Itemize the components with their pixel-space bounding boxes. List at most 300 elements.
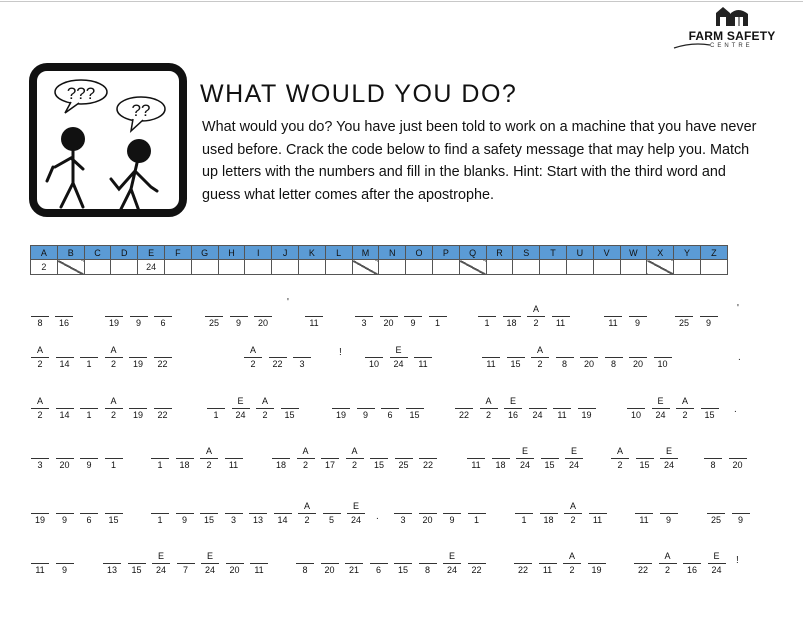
cipher-blank[interactable] [467, 501, 487, 533]
cipher-blank[interactable] [728, 446, 748, 478]
cipher-blank[interactable] [588, 501, 608, 533]
cipher-blank[interactable] [634, 501, 654, 533]
blank-line [654, 357, 672, 358]
intro-paragraph: What would you do? You have just been told to work on a machine that you have never used before. Crack the code below to find a safety message that may help you. Match up letters with the numbers and fill in the blanks. Hint: Start with the third word and guess what letter comes after the apostrophe. [202, 119, 757, 203]
revealed-letter: E [157, 551, 164, 561]
code-number: 2 [682, 410, 688, 420]
cipher-blank[interactable] [528, 396, 548, 428]
blank-line [406, 408, 424, 409]
code-number: 1 [110, 460, 116, 470]
cipher-blank[interactable] [706, 501, 726, 533]
code-number: 22 [471, 565, 482, 575]
code-number: 19 [581, 410, 592, 420]
code-number: 13 [252, 515, 263, 525]
code-number: 9 [61, 515, 67, 525]
cipher-blank[interactable] [153, 345, 173, 377]
blank-line [675, 316, 693, 317]
code-number: 1 [434, 318, 440, 328]
blank-line [467, 458, 485, 459]
cipher-blank[interactable] [491, 446, 511, 478]
code-number: 6 [387, 410, 393, 420]
cipher-blank[interactable] [682, 551, 702, 583]
blank-line [201, 563, 219, 564]
cipher-blank[interactable] [30, 304, 50, 336]
cipher-blank[interactable] [79, 501, 99, 533]
code-number: 9 [181, 515, 187, 525]
cipher-blank[interactable] [322, 501, 342, 533]
blank-line [540, 513, 558, 514]
key-letter-e: E [138, 246, 165, 260]
blank-line [31, 357, 49, 358]
cipher-blank[interactable] [526, 304, 546, 336]
blank-line [154, 357, 172, 358]
cipher-blank[interactable] [55, 396, 75, 428]
cipher-blank[interactable] [79, 446, 99, 478]
blank-line [605, 357, 623, 358]
code-number: 3 [299, 359, 305, 369]
cipher-blank[interactable] [248, 501, 268, 533]
code-number: 15 [108, 515, 119, 525]
cipher-blank[interactable] [104, 446, 124, 478]
blank-line [105, 513, 123, 514]
cipher-blank[interactable] [577, 396, 597, 428]
cipher-blank[interactable] [175, 446, 195, 478]
key-letter-y: Y [674, 246, 701, 260]
key-letter-x: X [647, 246, 674, 260]
blank-line [729, 458, 747, 459]
cipher-blank[interactable] [610, 446, 630, 478]
cipher-blank[interactable] [104, 396, 124, 428]
blank-line [414, 357, 432, 358]
cipher-blank[interactable] [253, 304, 273, 336]
code-number: 8 [424, 565, 430, 575]
cipher-blank[interactable] [55, 345, 75, 377]
cipher-blank[interactable] [176, 551, 196, 583]
cipher-blank[interactable] [297, 501, 317, 533]
cipher-blank[interactable] [79, 396, 99, 428]
code-number: 10 [368, 359, 379, 369]
blank-line [269, 357, 287, 358]
blank-line [105, 357, 123, 358]
revealed-letter: E [713, 551, 720, 561]
blank-line [629, 357, 647, 358]
cipher-blank[interactable] [346, 501, 366, 533]
cipher-blank[interactable] [515, 446, 535, 478]
cipher-blank[interactable] [658, 551, 678, 583]
code-number: 9 [86, 460, 92, 470]
code-number: 24 [155, 565, 166, 575]
key-letter-q: Q [459, 246, 486, 260]
cipher-blank[interactable] [555, 345, 575, 377]
code-number: 2 [533, 318, 539, 328]
code-number: 15 [203, 515, 214, 525]
cipher-blank[interactable] [428, 304, 448, 336]
revealed-letter: A [249, 345, 256, 355]
cipher-blank[interactable] [128, 345, 148, 377]
blank-line [704, 458, 722, 459]
code-number: 9 [235, 318, 241, 328]
cipher-blank[interactable] [454, 396, 474, 428]
cipher-blank[interactable] [628, 345, 648, 377]
cipher-blank[interactable] [369, 551, 389, 583]
blank-line [128, 563, 146, 564]
blank-line [274, 513, 292, 514]
blank-line [130, 316, 148, 317]
cipher-blank[interactable] [30, 446, 50, 478]
cipher-blank[interactable] [104, 304, 124, 336]
cipher-blank[interactable] [175, 501, 195, 533]
code-number: 6 [86, 515, 92, 525]
revealed-letter: A [569, 501, 576, 511]
cipher-blank[interactable] [603, 304, 623, 336]
code-number: 10 [630, 410, 641, 420]
code-number: 2 [304, 515, 310, 525]
blank-line [588, 563, 606, 564]
cipher-punctuation: . [738, 352, 741, 363]
cipher-blank[interactable] [296, 446, 316, 478]
blank-line [652, 408, 670, 409]
code-number: 1 [157, 515, 163, 525]
cipher-blank[interactable] [55, 551, 75, 583]
cipher-blank[interactable] [379, 304, 399, 336]
code-number: 9 [410, 318, 416, 328]
code-number: 1 [521, 515, 527, 525]
cipher-blank[interactable] [503, 396, 523, 428]
cipher-blank[interactable] [354, 304, 374, 336]
cipher-blank[interactable] [506, 345, 526, 377]
blank-line [151, 513, 169, 514]
cipher-punctuation: . [376, 511, 379, 522]
cipher-blank[interactable] [30, 551, 50, 583]
cipher-blank[interactable] [393, 551, 413, 583]
blank-line [527, 316, 545, 317]
cipher-blank[interactable] [731, 501, 751, 533]
blank-line [455, 408, 473, 409]
code-number: 3 [400, 515, 406, 525]
cipher-blank[interactable] [466, 446, 486, 478]
cipher-blank[interactable] [393, 501, 413, 533]
cipher-blank[interactable] [626, 396, 646, 428]
blank-line [31, 316, 49, 317]
cipher-blank[interactable] [151, 551, 171, 583]
cipher-blank[interactable] [224, 501, 244, 533]
cipher-blank[interactable] [268, 345, 288, 377]
cipher-blank[interactable] [653, 345, 673, 377]
cipher-blank[interactable] [331, 396, 351, 428]
cipher-blank[interactable] [403, 304, 423, 336]
blank-line [244, 357, 262, 358]
page-title: WHAT WOULD YOU DO? [200, 80, 518, 108]
blank-line [80, 357, 98, 358]
cipher-blank[interactable] [30, 396, 50, 428]
cipher-blank[interactable] [502, 304, 522, 336]
key-letter-p: P [432, 246, 459, 260]
cipher-blank[interactable] [30, 501, 50, 533]
cipher-blank[interactable] [204, 304, 224, 336]
cipher-blank[interactable] [320, 551, 340, 583]
revealed-letter: A [110, 345, 117, 355]
cipher-blank[interactable] [587, 551, 607, 583]
cipher-blank[interactable] [659, 501, 679, 533]
blank-line [31, 408, 49, 409]
blank-line [611, 458, 629, 459]
blank-line [226, 563, 244, 564]
cipher-blank[interactable] [674, 304, 694, 336]
cipher-blank[interactable] [280, 396, 300, 428]
cipher-blank[interactable] [628, 304, 648, 336]
code-number: 25 [710, 515, 721, 525]
code-number: 25 [208, 318, 219, 328]
cipher-blank[interactable] [345, 446, 365, 478]
cipher-blank[interactable] [356, 396, 376, 428]
code-number: 11 [639, 515, 649, 525]
code-number: 22 [157, 410, 168, 420]
cipher-blank[interactable] [551, 304, 571, 336]
code-number: 18 [506, 318, 517, 328]
cipher-blank[interactable] [199, 446, 219, 478]
blank-line [105, 316, 123, 317]
code-number: 22 [517, 565, 528, 575]
cipher-blank[interactable] [442, 501, 462, 533]
blank-line [357, 408, 375, 409]
code-number: 15 [544, 460, 555, 470]
key-letter-o: O [406, 246, 433, 260]
key-letter-g: G [191, 246, 218, 260]
cipher-blank[interactable] [128, 396, 148, 428]
code-number: 14 [59, 410, 70, 420]
cipher-blank[interactable] [633, 551, 653, 583]
revealed-letter: A [664, 551, 671, 561]
revealed-letter: A [36, 345, 43, 355]
cipher-blank[interactable] [30, 345, 50, 377]
code-number: 13 [106, 565, 117, 575]
cipher-blank[interactable] [514, 501, 534, 533]
cipher-blank[interactable] [703, 446, 723, 478]
cipher-blank[interactable] [651, 396, 671, 428]
code-number: 11 [555, 318, 566, 328]
blank-line [676, 408, 694, 409]
cipher-blank[interactable] [295, 551, 315, 583]
blank-line [683, 563, 701, 564]
cipher-blank[interactable] [104, 345, 124, 377]
cipher-blank[interactable] [153, 304, 173, 336]
cipher-blank[interactable] [513, 551, 533, 583]
blank-line [701, 408, 719, 409]
code-number: 10 [657, 359, 668, 369]
blank-line [250, 563, 268, 564]
cipher-blank[interactable] [231, 396, 251, 428]
code-number: 19 [132, 410, 143, 420]
cipher-blank[interactable] [150, 446, 170, 478]
cipher-blank[interactable] [224, 446, 244, 478]
cipher-blank[interactable] [394, 446, 414, 478]
blank-line [635, 513, 653, 514]
code-number: 24 [663, 460, 674, 470]
cipher-blank[interactable] [413, 345, 433, 377]
key-letter-z: Z [700, 246, 727, 260]
cipher-blank[interactable] [369, 446, 389, 478]
cipher-blank[interactable] [418, 446, 438, 478]
code-number: 19 [108, 318, 119, 328]
cipher-blank[interactable] [200, 551, 220, 583]
code-number: 2 [206, 460, 212, 470]
blank-line [395, 458, 413, 459]
cipher-blank[interactable] [55, 501, 75, 533]
blank-line [629, 316, 647, 317]
blank-line [347, 513, 365, 514]
code-number: 8 [561, 359, 567, 369]
cipher-blank[interactable] [467, 551, 487, 583]
blank-line [56, 458, 74, 459]
cipher-blank[interactable] [255, 396, 275, 428]
cipher-blank[interactable] [405, 396, 425, 428]
cipher-blank[interactable] [477, 304, 497, 336]
cipher-blank[interactable] [153, 396, 173, 428]
revealed-letter: E [448, 551, 455, 561]
cipher-blank[interactable] [604, 345, 624, 377]
cipher-blank[interactable] [675, 396, 695, 428]
code-number: 2 [570, 515, 576, 525]
revealed-letter: E [570, 446, 577, 456]
cipher-blank[interactable] [249, 551, 269, 583]
code-number: 20 [632, 359, 643, 369]
blank-line [297, 458, 315, 459]
cipher-blank[interactable] [104, 501, 124, 533]
cipher-blank[interactable] [563, 501, 583, 533]
code-number: 18 [495, 460, 506, 470]
code-number: 2 [569, 565, 575, 575]
cipher-blank[interactable] [150, 501, 170, 533]
code-number: 22 [272, 359, 283, 369]
cipher-blank[interactable] [273, 501, 293, 533]
code-number: 2 [37, 410, 43, 420]
cipher-blank[interactable] [699, 304, 719, 336]
code-number: 3 [361, 318, 367, 328]
code-number: 25 [398, 460, 409, 470]
cipher-blank[interactable] [320, 446, 340, 478]
cipher-blank[interactable] [659, 446, 679, 478]
cipher-blank[interactable] [129, 304, 149, 336]
code-number: 20 [583, 359, 594, 369]
blank-line [256, 408, 274, 409]
cipher-blank[interactable] [539, 501, 559, 533]
code-number: 20 [324, 565, 335, 575]
blank-line [539, 563, 557, 564]
cipher-blank[interactable] [79, 345, 99, 377]
code-number: 9 [135, 318, 141, 328]
blank-line [272, 458, 290, 459]
cipher-blank[interactable] [229, 304, 249, 336]
cipher-blank[interactable] [389, 345, 409, 377]
key-code-e[interactable]: 24 [138, 260, 165, 275]
blank-line [503, 316, 521, 317]
cipher-blank[interactable] [206, 396, 226, 428]
revealed-letter: A [303, 501, 310, 511]
cipher-blank[interactable] [55, 446, 75, 478]
blank-line [56, 357, 74, 358]
cipher-blank[interactable] [380, 396, 400, 428]
code-number: 2 [250, 359, 256, 369]
code-number: 16 [58, 318, 69, 328]
code-number: 11 [471, 460, 481, 470]
blank-line [230, 316, 248, 317]
cipher-blank[interactable] [225, 551, 245, 583]
code-number: 24 [655, 410, 666, 420]
code-number: 17 [324, 460, 335, 470]
cipher-blank[interactable] [481, 345, 501, 377]
code-number: 19 [132, 359, 143, 369]
blank-line [31, 458, 49, 459]
cipher-blank[interactable] [292, 345, 312, 377]
cipher-blank[interactable] [102, 551, 122, 583]
key-code-a[interactable]: 2 [31, 260, 58, 275]
cipher-blank[interactable] [700, 396, 720, 428]
cipher-blank[interactable] [54, 304, 74, 336]
key-letter-u: U [566, 246, 593, 260]
blank-line [390, 357, 408, 358]
code-number: 24 [235, 410, 246, 420]
blank-line [404, 316, 422, 317]
cipher-blank[interactable] [538, 551, 558, 583]
code-number: 18 [179, 460, 190, 470]
blank-line [578, 408, 596, 409]
cipher-blank[interactable] [562, 551, 582, 583]
code-number: 19 [591, 565, 602, 575]
blank-line [176, 513, 194, 514]
cipher-blank[interactable] [418, 501, 438, 533]
cipher-blank[interactable] [344, 551, 364, 583]
code-number: 20 [59, 460, 70, 470]
cipher-blank[interactable] [243, 345, 263, 377]
cipher-blank[interactable] [418, 551, 438, 583]
blank-line [380, 316, 398, 317]
code-number: 20 [229, 565, 240, 575]
blank-line [200, 513, 218, 514]
blank-line [394, 563, 412, 564]
cipher-blank[interactable] [579, 345, 599, 377]
cipher-blank[interactable] [271, 446, 291, 478]
blank-line [225, 458, 243, 459]
cipher-blank[interactable] [564, 446, 584, 478]
revealed-letter: A [536, 345, 543, 355]
cipher-blank[interactable] [707, 551, 727, 583]
code-number: 16 [686, 565, 697, 575]
code-number: 15 [639, 460, 650, 470]
cipher-blank[interactable] [540, 446, 560, 478]
revealed-letter: A [110, 396, 117, 406]
cipher-blank[interactable] [552, 396, 572, 428]
revealed-letter: E [206, 551, 213, 561]
blank-line [480, 408, 498, 409]
cipher-blank[interactable] [442, 551, 462, 583]
blank-line [468, 513, 486, 514]
code-number: 2 [302, 460, 308, 470]
cipher-blank[interactable] [127, 551, 147, 583]
cipher-blank[interactable] [199, 501, 219, 533]
code-number: 18 [543, 515, 554, 525]
cipher-blank[interactable] [530, 345, 550, 377]
cipher-blank[interactable] [364, 345, 384, 377]
code-number: 3 [37, 460, 43, 470]
code-number: 15 [409, 410, 420, 420]
cipher-blank[interactable] [479, 396, 499, 428]
code-number: 11 [35, 565, 45, 575]
code-number: 2 [262, 410, 268, 420]
blank-line [321, 563, 339, 564]
cipher-blank[interactable] [635, 446, 655, 478]
cipher-blank[interactable] [304, 304, 324, 336]
blank-line [531, 357, 549, 358]
